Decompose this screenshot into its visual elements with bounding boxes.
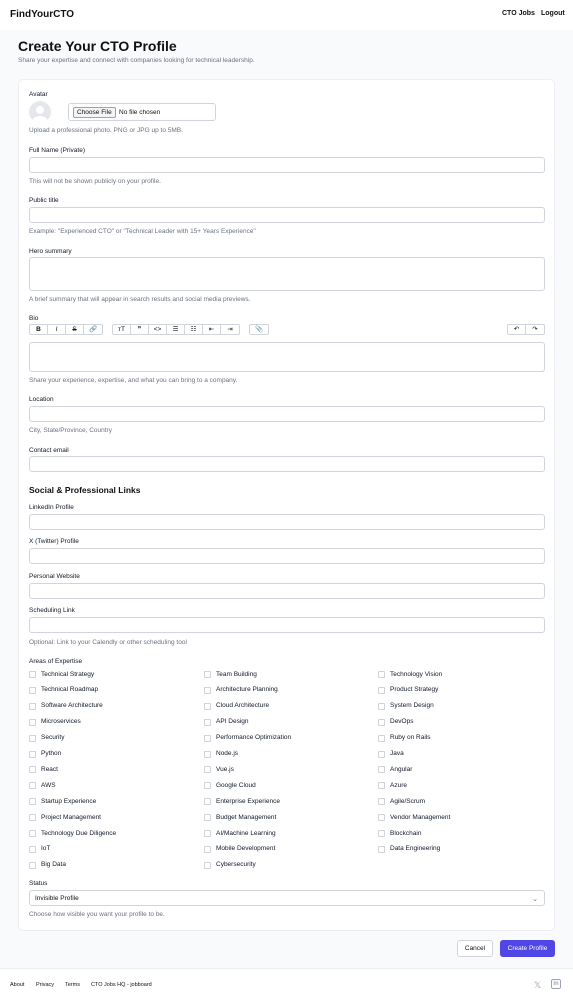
expertise-option-label[interactable]: Technical Strategy (41, 670, 95, 678)
expertise-checkbox[interactable] (378, 671, 385, 678)
public-title-label: Public title (29, 197, 59, 204)
expertise-checkbox[interactable] (204, 814, 211, 821)
expertise-option-label[interactable]: Python (41, 750, 62, 757)
avatar-file-input[interactable] (68, 103, 216, 121)
expertise-checkbox[interactable] (29, 735, 36, 742)
choose-file-button[interactable]: Choose File (73, 107, 116, 118)
undo-button[interactable]: ↶ (508, 325, 526, 334)
footer-link-privacy[interactable]: Privacy (36, 982, 55, 988)
bio-toolbar-format (29, 324, 103, 335)
status-help: Choose how visible you want your profile to be. (29, 911, 165, 918)
heading-button[interactable]: тT (113, 325, 131, 334)
expertise-checkbox[interactable] (29, 703, 36, 710)
linkedin-input[interactable] (29, 514, 545, 530)
status-selected-value: Invisible Profile (35, 895, 79, 902)
nav-cto-jobs[interactable]: CTO Jobs (502, 10, 535, 17)
expertise-option-label[interactable]: Azure (390, 781, 407, 789)
x-icon[interactable]: 𝕏 (534, 980, 542, 990)
contact-email-input[interactable] (29, 456, 545, 472)
expertise-option-label[interactable]: Startup Experience (41, 797, 97, 805)
page-subtitle: Share your expertise and connect with companies looking for technical leadership. (18, 57, 255, 64)
expertise-checkbox[interactable] (204, 671, 211, 678)
scheduling-input[interactable] (29, 617, 545, 633)
avatar-help: Upload a professional photo. PNG or JPG up to 5MB. (29, 127, 183, 134)
expertise-checkbox[interactable] (204, 846, 211, 853)
status-label: Status (29, 880, 48, 887)
bold-button[interactable]: B (30, 325, 48, 334)
linkedin-label: LinkedIn Profile (29, 504, 74, 511)
expertise-checkbox[interactable] (29, 687, 36, 694)
redo-button[interactable]: ↷ (532, 326, 538, 333)
bio-toolbar-blocks (112, 324, 240, 335)
expertise-option-label[interactable]: IoT (41, 845, 51, 853)
footer-link-terms[interactable]: Terms (65, 982, 80, 988)
hero-summary-help: A brief summary that will appear in search results and social media previews. (29, 296, 251, 303)
expertise-checkbox[interactable] (378, 719, 385, 726)
expertise-option-label[interactable]: Data Engineering (390, 845, 441, 853)
expertise-checkbox[interactable] (204, 751, 211, 758)
expertise-option-label[interactable]: Security (41, 734, 65, 742)
expertise-option-label[interactable]: Agile/Scrum (390, 797, 426, 805)
expertise-checkbox[interactable] (378, 766, 385, 773)
expertise-option-label[interactable]: AWS (41, 781, 56, 789)
outdent-button[interactable]: ⇤ (203, 325, 221, 334)
expertise-option-label[interactable]: Technology Vision (390, 670, 443, 678)
expertise-label: Areas of Expertise (29, 658, 83, 665)
expertise-checkbox[interactable] (29, 766, 36, 773)
code-button[interactable]: <> (149, 325, 167, 334)
brand-logo[interactable]: FindYourCTO (10, 9, 75, 20)
expertise-option-label[interactable]: Technology Due Diligence (41, 829, 117, 837)
twitter-input[interactable] (29, 548, 545, 564)
footer-link-about[interactable]: About (10, 982, 25, 988)
bio-toolbar-attach (249, 324, 269, 335)
expertise-checkbox[interactable] (29, 719, 36, 726)
expertise-checkbox[interactable] (29, 782, 36, 789)
expertise-option-label[interactable]: React (41, 765, 58, 773)
italic-button[interactable]: I (48, 325, 66, 334)
expertise-option-label[interactable]: AI/Machine Learning (216, 829, 276, 837)
contact-email-label: Contact email (29, 447, 69, 454)
scheduling-help: Optional: Link to your Calendly or other scheduling tool (29, 639, 187, 646)
expertise-checkbox[interactable] (204, 830, 211, 837)
expertise-option-label[interactable]: Mobile Development (216, 845, 276, 853)
location-label: Location (29, 396, 54, 403)
expertise-option-label[interactable]: Project Management (41, 813, 101, 821)
hero-summary-label: Hero summary (29, 248, 72, 255)
scheduling-label: Scheduling Link (29, 607, 75, 614)
expertise-checkbox[interactable] (204, 782, 211, 789)
expertise-checkbox[interactable] (378, 751, 385, 758)
expertise-checkbox[interactable] (204, 735, 211, 742)
expertise-option-label[interactable]: Angular (390, 765, 413, 773)
expertise-checkbox[interactable] (29, 830, 36, 837)
strikethrough-button[interactable]: S (66, 325, 84, 334)
bullet-list-button[interactable]: ☰ (167, 325, 185, 334)
expertise-option-label[interactable]: Technical Roadmap (41, 686, 99, 694)
expertise-option-label[interactable]: Ruby on Rails (390, 734, 431, 742)
full-name-label: Full Name (Private) (29, 147, 85, 154)
expertise-option-label[interactable]: Team Building (216, 670, 257, 678)
cancel-button[interactable]: Cancel (457, 940, 493, 957)
expertise-checkbox[interactable] (29, 814, 36, 821)
expertise-checkbox[interactable] (378, 798, 385, 805)
expertise-checkbox[interactable] (204, 703, 211, 710)
bio-editor[interactable] (29, 342, 545, 372)
expertise-checkbox[interactable] (29, 846, 36, 853)
social-links-heading: Social & Professional Links (29, 485, 141, 495)
expertise-option-label[interactable]: Enterprise Experience (216, 797, 280, 805)
status-select[interactable] (29, 890, 545, 906)
website-input[interactable] (29, 583, 545, 599)
location-help: City, State/Province, Country (29, 427, 112, 434)
indent-button[interactable]: ⇥ (227, 326, 233, 333)
chevron-down-icon: ⌄ (532, 896, 538, 903)
expertise-checkbox[interactable] (378, 735, 385, 742)
file-status: No file chosen (119, 109, 161, 116)
expertise-checkbox[interactable] (378, 846, 385, 853)
expertise-option-label[interactable]: Budget Management (216, 813, 277, 821)
expertise-option-label[interactable]: Cybersecurity (216, 861, 256, 869)
bio-help: Share your experience, expertise, and what you can bring to a company. (29, 377, 238, 384)
create-profile-button[interactable]: Create Profile (500, 940, 555, 957)
expertise-checkbox[interactable] (378, 703, 385, 710)
expertise-option-label[interactable]: Google Cloud (216, 781, 256, 789)
expertise-option-label[interactable]: Vendor Management (390, 813, 451, 821)
expertise-option-label[interactable]: Microservices (41, 718, 81, 726)
expertise-option-label[interactable]: Performance Optimization (216, 734, 292, 742)
full-name-help: This will not be shown publicly on your profile. (29, 178, 161, 185)
numbered-list-button[interactable]: ☷ (185, 325, 203, 334)
expertise-option-label[interactable]: System Design (390, 702, 434, 710)
expertise-checkbox[interactable] (204, 719, 211, 726)
expertise-option-label[interactable]: Java (390, 750, 404, 757)
expertise-checkbox[interactable] (204, 766, 211, 773)
expertise-option-label[interactable]: Big Data (41, 861, 66, 869)
expertise-option-label[interactable]: Product Strategy (390, 686, 439, 694)
expertise-option-label[interactable]: Software Architecture (41, 702, 103, 710)
expertise-checkbox[interactable] (378, 782, 385, 789)
website-label: Personal Website (29, 573, 80, 580)
expertise-checkbox[interactable] (378, 830, 385, 837)
profile-form-card (18, 79, 555, 931)
expertise-checkbox[interactable] (29, 862, 36, 869)
expertise-checkbox[interactable] (378, 814, 385, 821)
link-button[interactable]: 🔗 (88, 326, 98, 333)
page-title: Create Your CTO Profile (18, 38, 177, 54)
expertise-option-label[interactable]: Cloud Architecture (216, 702, 270, 710)
expertise-checkbox[interactable] (378, 687, 385, 694)
bio-toolbar-history (507, 324, 545, 335)
expertise-checkbox[interactable] (29, 798, 36, 805)
avatar-label: Avatar (29, 91, 48, 98)
footer-link-jobboard[interactable]: CTO Jobs HQ - jobboard (91, 982, 152, 988)
nav-logout[interactable]: Logout (541, 10, 565, 17)
linkedin-icon[interactable]: in (551, 979, 561, 989)
expertise-option-label[interactable]: Blockchain (390, 829, 422, 837)
location-input[interactable] (29, 406, 545, 422)
avatar-placeholder (29, 101, 51, 123)
expertise-checkbox[interactable] (204, 687, 211, 694)
public-title-input[interactable] (29, 207, 545, 223)
twitter-label: X (Twitter) Profile (29, 538, 79, 545)
expertise-checkbox[interactable] (29, 751, 36, 758)
top-navbar (0, 0, 573, 30)
expertise-option-label[interactable]: DevOps (390, 718, 414, 726)
expertise-checkbox[interactable] (29, 671, 36, 678)
expertise-option-label[interactable]: Node.js (216, 750, 239, 757)
expertise-option-label[interactable]: API Design (216, 718, 249, 726)
footer (0, 968, 573, 1000)
expertise-option-label[interactable]: Vue.js (216, 765, 234, 773)
hero-summary-textarea[interactable] (29, 257, 545, 291)
full-name-input[interactable] (29, 157, 545, 173)
public-title-help: Example: "Experienced CTO" or "Technical Leader with 15+ Years Experience" (29, 228, 256, 235)
expertise-option-label[interactable]: Architecture Planning (216, 686, 278, 694)
bio-label: Bio (29, 315, 39, 322)
expertise-checkbox[interactable] (204, 798, 211, 805)
quote-button[interactable]: ❞ (131, 325, 149, 334)
attach-button[interactable]: 📎 (254, 326, 264, 333)
expertise-checkbox[interactable] (204, 862, 211, 869)
